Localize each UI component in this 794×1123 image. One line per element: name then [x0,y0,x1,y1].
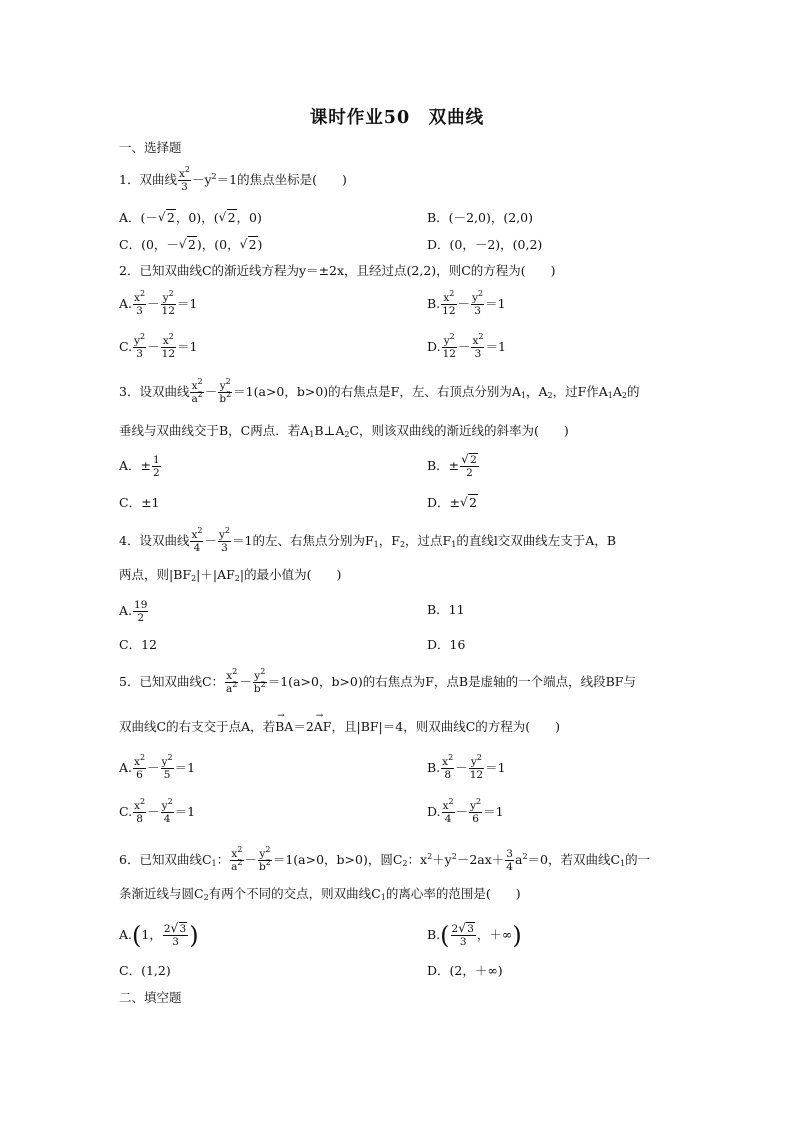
q3-option-a[interactable]: A．± $\frac{1}{2}$ [119,454,160,479]
question-5-stem-line2: 双曲线C的右支交于点A，若BA →＝2AF →，且|BF|＝4，则双曲线C的方程为( ) [119,718,560,736]
q3-option-b[interactable]: B．± √ $\frac{2}{2}$ [427,454,480,479]
question-4-stem-line2: 两点，则$|BF_2|+|AF_2|$的最小值为( ) [119,567,342,583]
section-heading-fill: 二、填空题 [119,990,182,1005]
q4-option-d[interactable]: D．16 [427,637,466,652]
q5-option-a[interactable]: A. $\frac{x^2}{6}$ － $\frac{y^2}{5}$ ＝1 [119,753,196,781]
question-4-stem: 4．设双曲线 $\frac{x^2}{4}$ － $\frac{y^2}{3}$ ＝1的左、右焦点分别为$F_1$，$F_2$，过点$F_1$的直线l交双曲线左支于A，B [119,526,617,554]
question-5-stem: 5．已知双曲线C： $\frac{x^2}{a^2}$ － $\frac{y^2}{b^2}$ ＝1(a>0，b>0)的右焦点为F，点B是虚轴的一个端点，线段BF与 [119,667,636,695]
q3-option-d[interactable]: D．±√ 2 [427,494,478,512]
section-heading-choice: 一、选择题 [119,140,182,155]
q1-option-a[interactable]: A．(－√ 2，0)，(√ 2，0) [119,209,262,227]
q1-option-b[interactable]: B．(－2,0)，(2,0) [427,210,533,225]
q6-option-b[interactable]: B.( $\frac{2√ 3}{3}$ ，＋∞) [427,923,522,948]
page-title: 课时作业50 双曲线 [309,108,485,128]
question-2-stem: 2．已知双曲线C的渐近线方程为y＝±2x，且经过点(2,2)，则C的方程为( ) [119,263,556,278]
q1-option-d[interactable]: D．(0，－2)，(0,2) [427,237,543,252]
q4-option-b[interactable]: B．11 [427,602,465,617]
q6-option-a[interactable]: A.(1， $\frac{2√ 3}{3}$ ) [119,923,199,948]
q4-option-c[interactable]: C．12 [119,637,157,652]
q4-option-a[interactable]: A. $\frac{19}{2}$ [119,599,148,624]
question-3-stem-line2: 垂线与双曲线交于B，C两点．若$A_1B\perp A_2C$，则该双曲线的渐近线的斜率为( ) [119,423,569,439]
q5-option-b[interactable]: B. $\frac{x^2}{8}$ － $\frac{y^2}{12}$ ＝1 [427,753,506,781]
q6-option-d[interactable]: D．(2，＋∞) [427,963,503,978]
q5-option-c[interactable]: C. $\frac{x^2}{8}$ － $\frac{y^2}{4}$ ＝1 [119,797,196,825]
q3-option-c[interactable]: C．±1 [119,495,160,510]
question-6-stem-line2: 条渐近线与圆$C_2$有两个不同的交点，则双曲线$C_1$的离心率的范围是( ) [119,886,521,902]
question-6-stem: 6．已知双曲线$C_1$： $\frac{x^2}{a^2}$ － $\frac{y^2}{b^2}$ ＝1(a>0，b>0)，圆$C_2$：$x^2+y^2-2ax+$ $\frac{3}{4}$ $a^2=0$，若双曲线$C_1$的一 [119,845,651,873]
question-1-stem: 1．双曲线 $\frac{x^2}{3}$ $-y^2=1$的焦点坐标是( ) [119,165,347,193]
q2-option-c[interactable]: C. $\frac{y^2}{3}$ － $\frac{x^2}{12}$ ＝1 [119,332,198,360]
q6-option-c[interactable]: C．(1,2) [119,963,171,978]
q2-option-a[interactable]: A. $\frac{x^2}{3}$ － $\frac{y^2}{12}$ ＝1 [119,289,198,317]
q1-option-c[interactable]: C．(0，－√ 2)，(0，√ 2) [119,236,262,254]
question-3-stem: 3．设双曲线 $\frac{x^2}{a^2}$ － $\frac{y^2}{b^2}$ ＝1(a>0，b>0)的右焦点是F，左、右顶点分别为$A_1$，$A_2$，过F作$A_1A_2$的 [119,377,640,405]
q5-option-d[interactable]: D. $\frac{x^2}{4}$ － $\frac{y^2}{6}$ ＝1 [427,797,504,825]
q2-option-b[interactable]: B. $\frac{x^2}{12}$ － $\frac{y^2}{3}$ ＝1 [427,289,506,317]
q2-option-d[interactable]: D. $\frac{y^2}{12}$ － $\frac{x^2}{3}$ ＝1 [427,332,506,360]
